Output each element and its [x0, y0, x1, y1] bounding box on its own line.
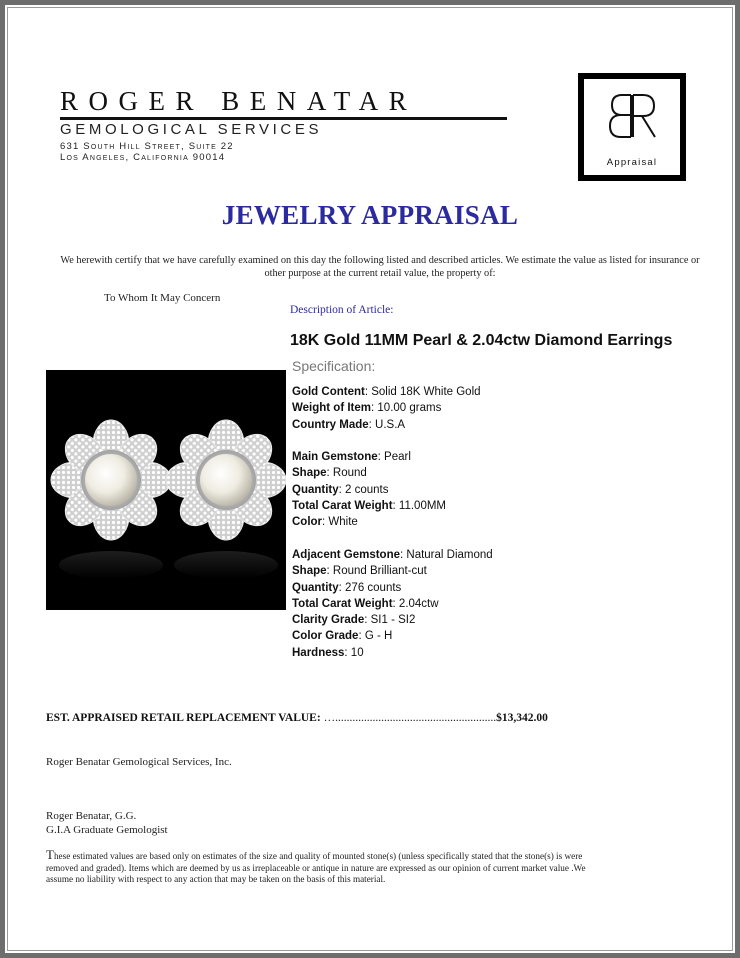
address-line-1: 631 South Hill Street, Suite 22: [60, 141, 234, 152]
company-subtitle: GEMOLOGICAL SERVICES: [60, 121, 323, 138]
spec-main-gemstone: Main Gemstone: Pearl: [292, 451, 411, 464]
spec-main-carat: Total Carat Weight: 11.00MM: [292, 500, 447, 513]
spec-hardness: Hardness: 10: [292, 646, 364, 659]
logo-caption: Appraisal: [606, 157, 658, 168]
appraisal-logo: [578, 73, 686, 181]
specifications: [292, 384, 712, 661]
spec-adjacent-shape: Shape: Round Brilliant-cut: [292, 565, 427, 578]
spec-clarity: Clarity Grade: SI1 - SI2: [292, 614, 416, 627]
spec-main-shape: Shape: Round: [292, 467, 367, 480]
disclaimer: These estimated values are based only on estimates of the size and quality of mounted stone(s) (unless specifically stated that the stone(s) is were removed and graded). Items which are deemed by us as irreplaceable or antique in nature are expressed as our opinion of current market value .We assume no liability with respect to any action that may be taken on the basis of this material.: [46, 847, 586, 884]
value-dots: …........................................................: [320, 712, 497, 724]
spec-main-color: Color: White: [292, 516, 358, 529]
certification-text: We herewith certify that we have carefully examined on this day the following listed and described articles. We estimate the value as listed for insurance or other purpose at the current retail value, the property of:: [60, 255, 700, 279]
document-title: JEWELRY APPRAISAL: [221, 200, 519, 230]
recipient: To Whom It May Concern: [104, 292, 221, 304]
spec-gold-content: Gold Content: Solid 18K White Gold: [292, 386, 481, 398]
header-rule: [60, 117, 507, 120]
spec-main-quantity: Quantity: 2 counts: [292, 483, 389, 496]
spec-adjacent-gemstone: Adjacent Gemstone: Natural Diamond: [292, 548, 493, 561]
spec-weight: Weight of Item: 10.00 grams: [292, 402, 442, 415]
value-amount: $13,342.00: [496, 712, 548, 724]
address-line-2: Los Angeles, California 90014: [60, 152, 226, 163]
company-footer: Roger Benatar Gemological Services, Inc.: [46, 756, 232, 768]
product-photo: [46, 370, 286, 610]
value-label: EST. APPRAISED RETAIL REPLACEMENT VALUE:: [46, 712, 321, 724]
appraised-value: [46, 712, 548, 724]
earring-reflections: [59, 551, 278, 579]
article-title: 18K Gold 11MM Pearl & 2.04ctw Diamond Earrings: [290, 332, 673, 349]
spec-country: Country Made: U.S.A: [292, 418, 406, 431]
signature-name: Roger Benatar, G.G.: [46, 810, 137, 822]
pearl-earrings-image: [46, 370, 286, 610]
spec-adjacent-carat: Total Carat Weight: 2.04ctw: [292, 597, 439, 610]
signature-title: G.I.A Graduate Gemologist: [46, 824, 168, 836]
right-earring: [166, 420, 286, 540]
left-earring: [51, 420, 171, 540]
spec-adjacent-quantity: Quantity: 276 counts: [292, 581, 402, 594]
description-label: Description of Article:: [290, 304, 394, 316]
specification-label: Specification:: [292, 358, 376, 374]
company-name: ROGER BENATAR: [60, 86, 418, 116]
spec-color-grade: Color Grade: G - H: [292, 630, 393, 643]
